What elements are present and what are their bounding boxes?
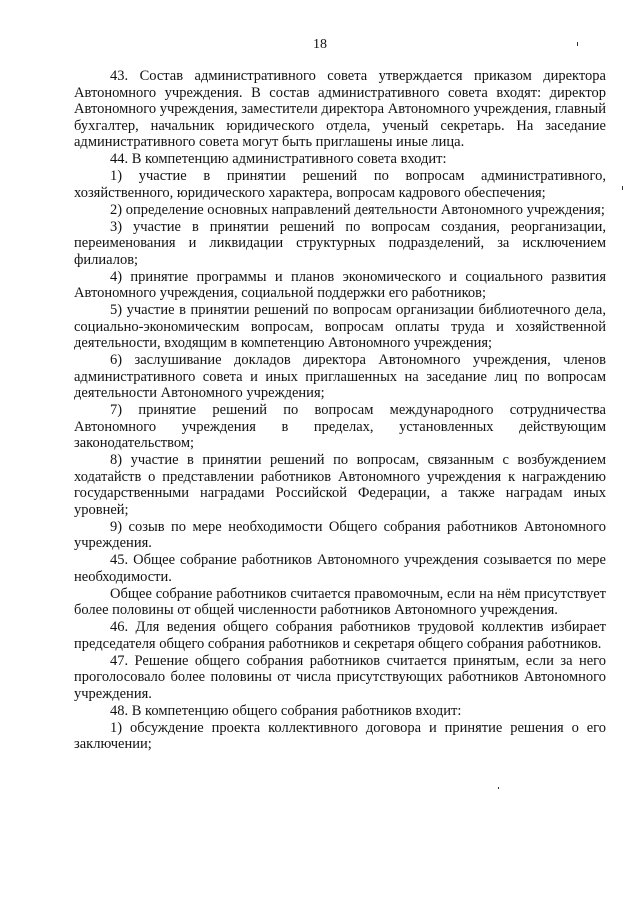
list-item-44-6: 6) заслушивание докладов директора Автономного учреждения, членов административного совета и иных приглашенных на заседание лиц по вопросам деятельности Автономного учреждения;	[74, 352, 606, 401]
list-item-44-7: 7) принятие решений по вопросам международного сотрудничества Автономного учреждения в пределах, установленных действующим законодательством;	[74, 402, 606, 451]
paragraph-45-quorum: Общее собрание работников считается правомочным, если на нём присутствует более половины от общей численности работников Автономного учреждения.	[74, 585, 606, 618]
paragraph-48-heading: 48. В компетенцию общего собрания работников входит:	[110, 702, 462, 719]
paragraph-46: 46. Для ведения общего собрания работников трудовой коллектив избирает председателя общего собрания работников и секретаря общего собрания работников.	[74, 619, 606, 652]
paragraph-47: 47. Решение общего собрания работников считается принятым, если за него проголосовало более половины от числа присутствующих работников Автономного учреждения.	[74, 652, 606, 702]
list-item-48-1: 1) обсуждение проекта коллективного договора и принятие решения о его заключении;	[74, 719, 606, 752]
list-item-44-4: 4) принятие программы и планов экономического и социального развития Автономного учреждения, социальной поддержки его работников;	[74, 268, 606, 301]
document-body	[74, 68, 606, 753]
scan-speck	[498, 787, 499, 789]
paragraph-43: 43. Состав административного совета утверждается приказом директора Автономного учреждения. В состав административного совета входят: директор Автономного учреждения, заместители директора Автономного учреждения, главный бухгалтер, начальник юридического отдела, ученый секретарь. На заседание административного совета могут быть приглашены иные лица.	[74, 68, 606, 150]
list-item-44-1: 1) участие в принятии решений по вопросам административного, хозяйственного, юридического характера, вопросам кадрового обеспечения;	[74, 168, 606, 201]
list-item-44-8: 8) участие в принятии решений по вопросам, связанным с возбуждением ходатайств о представлении работников Автономного учреждения к награждению государственными наградами Российской Федерации, а также наградам иных уровней;	[74, 452, 606, 518]
list-item-44-9: 9) созыв по мере необходимости Общего собрания работников Автономного учреждения.	[74, 518, 606, 551]
paragraph-45: 45. Общее собрание работников Автономного учреждения созывается по мере необходимости.	[74, 552, 606, 585]
list-item-44-5: 5) участие в принятии решений по вопросам организации библиотечного дела, социально-экономическим вопросам, вопросам оплаты труда и хозяйственной деятельности, входящим в компетенцию Автономного учреждения;	[74, 302, 606, 351]
paragraph-44-heading: 44. В компетенцию административного совета входит:	[110, 151, 447, 167]
scan-speck	[622, 186, 623, 190]
page-number: 18	[313, 37, 327, 52]
list-item-44-2: 2) определение основных направлений деятельности Автономного учреждения;	[110, 201, 605, 218]
scan-speck	[577, 42, 578, 46]
list-item-44-3: 3) участие в принятии решений по вопросам создания, реорганизации, переименования и ликвидации структурных подразделений, за исключением филиалов;	[74, 218, 606, 268]
